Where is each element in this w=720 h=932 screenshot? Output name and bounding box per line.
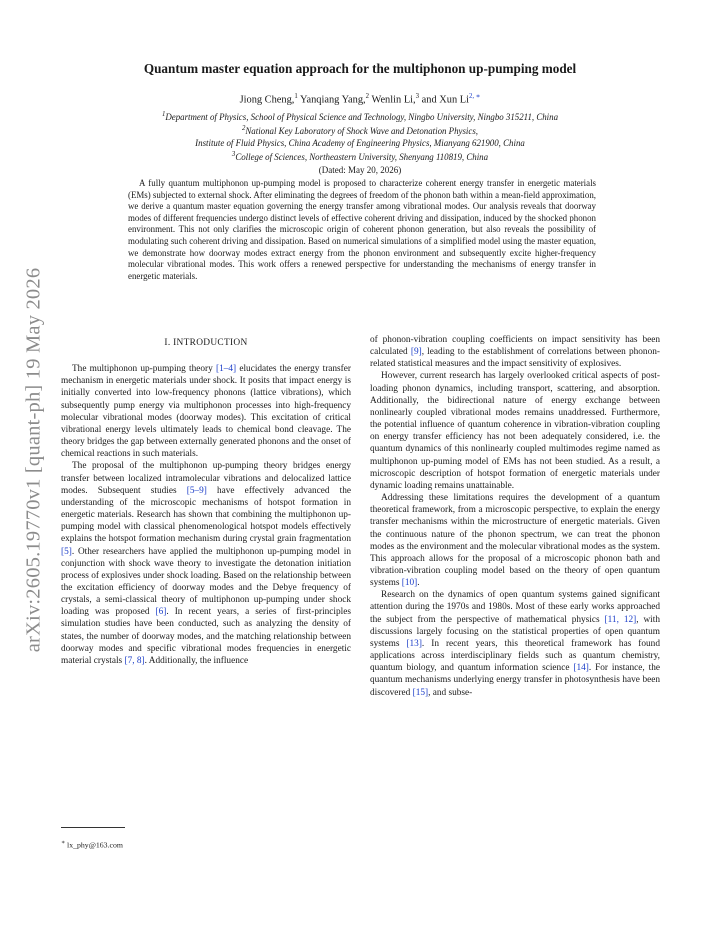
citation-link[interactable]: [6] [155,607,167,618]
left-column [61,334,351,667]
body-paragraph [370,334,660,370]
affiliation-text: National Key Laboratory of Shock Wave and Detonation Physics, [245,126,479,137]
paragraph-text: The multiphonon up-pumping theory [72,364,216,375]
paragraph-text: . Other researchers have applied the multiphonon up-pumping model in conjunction with shock wave theory to investigate the detonation initiation process of explosives under shock loading. Based on the relationship between the excitation efficiency of doorway modes and the Debye frequency of crystals, a semi-classical theory of multiphonon up-pumping under shock loading was proposed [61,546,351,618]
body-paragraph [61,363,351,460]
paragraph-text: . In recent years, a series of first-principles simulation studies have been conducted, such as analyzing the density of states, the number of doorway modes, and the matching relationship between doorway modes and specific vibrational modes frequencies in energetic material crystals [61,607,351,666]
body-paragraph [370,589,660,698]
paragraph-text: The proposal of the multiphonon up-pumping theory bridges energy transfer between localized intramolecular vibrations and delocalized lattice modes. Subsequent studies [61,461,351,496]
author-name: Jiong Cheng, [239,94,295,106]
author-affiliation-marker: 3 [415,93,420,100]
affiliation-text: Department of Physics, School of Physical Science and Technology, Ningbo University, Ningbo 315211, China [165,111,559,122]
author-affiliation-marker: 1 [294,93,298,100]
citation-link[interactable]: [10] [401,578,418,589]
body-paragraph [61,460,351,667]
affiliation-line [60,123,660,137]
citation-link[interactable]: [15] [412,687,429,698]
author-name: Yanqiang Yang, [297,94,366,106]
affiliation-text: Institute of Fluid Physics, China Academy of Engineering Physics, Mianyang 621900, China [195,137,525,148]
author-name: and Xun Li [419,94,469,106]
citation-link[interactable]: [1–4] [216,364,237,375]
author-name: Wenlin Li, [369,94,416,106]
paper-title: Quantum master equation approach for the multiphonon up-pumping model [143,61,577,76]
author-list [60,92,660,105]
paragraph-text: , with discussions largely focusing on the statistical properties of open quantum systems [370,614,660,649]
citation-link[interactable]: [9] [410,347,422,358]
paragraph-text: , and subse- [428,687,473,698]
arxiv-identifier-stamp [8,240,60,680]
citation-link[interactable]: [7, 8] [124,655,145,666]
paragraph-text: Research on the dynamics of open quantum systems gained significant attention during the 1970s and 1980s. Most of these early works approached the subject from the perspective of mathematical physics [370,590,660,625]
citation-link[interactable]: [5] [61,546,72,557]
abstract: A fully quantum multiphonon up-pumping model is proposed to characterize coherent energy transfer in energetic materials (EMs) subjected to external shock. After eliminating the degrees of freedom of the phonon bath within a mean-field approximation, we derive a quantum master equation governing the energy transfer among vibrational modes. Our analysis reveals that doorway modes of different frequencies undergo distinct levels of effective coherent driving and dissipation, induced by the shocked phonon environment. This not only clarifies the microscopic origin of coherent phonon generation, but also reveals the possibility of modulating such coherent driving and dissipation. Based on numerical simulations of a simplified model using the master equation, we demonstrate how doorway modes extract energy from the phonon environment and subsequently excite higher-frequency molecular vibrational modes. This work offers a renewed perspective for understanding the mechanisms of energy transfer in energetic materials. [128,178,596,281]
author-affiliation-marker: 2, ∗ [469,93,481,100]
right-column [370,334,660,699]
affiliation-line [60,109,660,123]
paragraph-text: elucidates the energy transfer mechanism in energetic materials under shock. It posits that impact energy is initially converted into low-frequency phonons (lattice vibrations), which subsequently pump energy via multiphonon processes into high-frequency molecular vibrational modes (doorway modes). This excitation of critical vibrational energy levels ultimately leads to chemical bond cleavage. The theory bridges the gap between externally generated phonons and the onset of chemical reactions in such materials. [61,364,351,460]
paragraph-text: . For instance, the quantum mechanisms underlying energy transfer in photosynthesis have been discovered [370,663,660,698]
paragraph-text: have effectively advanced the understanding of the microscopic mechanisms of hotspot formation in energetic materials. Research has shown that combining the multiphonon up-pumping model with classical phenomenological hotspot models effectively explains the hotspot formation mechanism during crystal grain fragmentation [61,485,351,545]
section-heading-introduction: I. INTRODUCTION [164,338,248,348]
paragraph-text: . In recent years, this theoretical framework has found applications across interdisciplinary fields such as quantum chemistry, quantum biology, and quantum information science [370,638,660,674]
affiliation-marker: 1 [161,111,166,118]
paragraph-text: . Additionally, the influence [144,655,249,666]
citation-link[interactable]: [5–9] [186,485,207,496]
affiliation-marker: 3 [231,151,236,159]
arxiv-identifier-text: arXiv:2605.19770v1 [quant-ph] 19 May 2026 [22,267,45,653]
footnote-email: lx_phy@163.com [67,840,123,850]
body-paragraph [370,370,660,492]
affiliation-line [60,138,660,149]
body-paragraph [370,492,660,589]
affiliations [60,109,660,176]
footnote [61,839,123,850]
paragraph-text: of phonon-vibration coupling coefficients on impact sensitivity has been calculated [370,335,660,358]
affiliation-marker: 2 [241,125,246,133]
footnote-marker: ∗ [61,840,66,846]
citation-link[interactable]: [14] [573,663,589,674]
paragraph-text: Addressing these limitations requires the development of a quantum theoretical framework, from a microscopic perspective, to explain the energy transfer mechanisms within the microstructure of energetic materials. Given the continuous nature of the phonon spectrum, we can treat the phonon modes as the environment and the molecular vibrational modes as the system. This approach allows for the proposal of a microscopic phonon bath and vibration-vibration coupling model based on the theory of open quantum systems [370,493,660,589]
footnote-rule [61,827,125,828]
dated-line: (Dated: May 20, 2026) [318,164,402,175]
paragraph-text: , leading to the establishment of correlations between phonon-related statistical measures and the impact sensitivity of explosives. [370,347,660,370]
author-affiliation-marker: 2 [365,93,370,100]
affiliation-line [60,149,660,163]
paragraph-text: However, current research has largely overlooked critical aspects of post-loading phonon dynamics, including transport, scattering, and absorption. Additionally, the bidirectional nature of energy exchange between nonlinearly coupled vibrational modes remains unaddressed. Furthermore, the potential influence of quantum coherence in vibration-vibration coupling on energy transfer efficiency has not been adequately considered, i.e. the quantum dynamics of this nonlinearly coupled multimodes regime named as multiphonon up-puming model of EMs has not been studied. As a result, a microscopic description of hotspot formation of energetic materials under dynamic loading remains unattainable. [370,371,660,491]
citation-link[interactable]: [13] [406,638,422,649]
citation-link[interactable]: [11, 12] [604,614,637,625]
affiliation-text: College of Sciences, Northeastern University, Shenyang 110819, China [235,152,489,163]
paragraph-text: . [417,578,420,589]
